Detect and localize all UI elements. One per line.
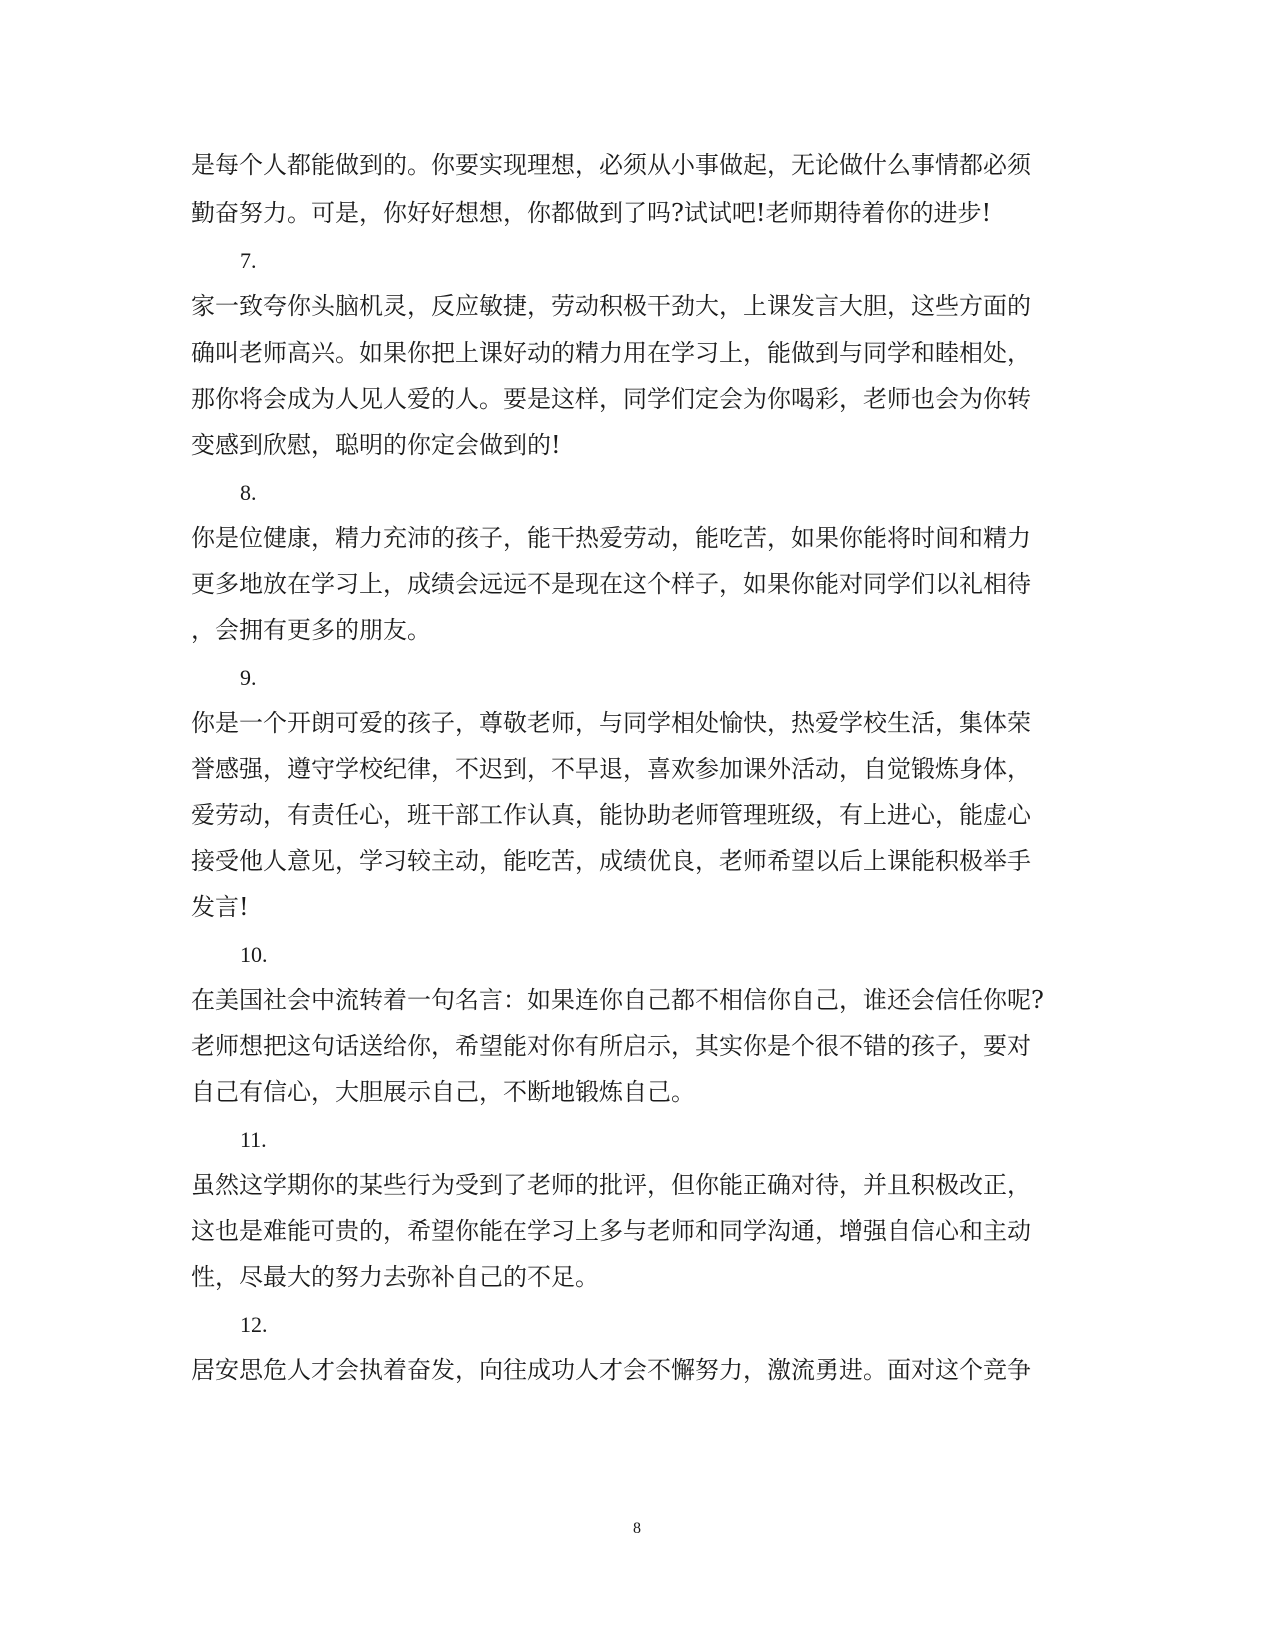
text-line: 确叫老师高兴。如果你把上课好动的精力用在学习上，能做到与同学和睦相处， (191, 339, 1031, 367)
text-line: 发言! (191, 893, 249, 921)
item-number: 11. (240, 1127, 267, 1152)
text-line: 那你将会成为人见人爱的人。要是这样，同学们定会为你喝彩，老师也会为你转 (191, 385, 1031, 413)
item-number: 9. (240, 665, 257, 690)
page-number: 8 (633, 1520, 641, 1537)
text-line: 是每个人都能做到的。你要实现理想，必须从小事做起，无论做什么事情都必须 (191, 151, 1031, 179)
text-line: 性，尽最大的努力去弥补自己的不足。 (191, 1263, 599, 1291)
item-number: 7. (240, 248, 257, 273)
text-line: ，会拥有更多的朋友。 (191, 616, 431, 644)
text-line: 虽然这学期你的某些行为受到了老师的批评，但你能正确对待，并且积极改正， (191, 1171, 1031, 1199)
text-line: 更多地放在学习上，成绩会远远不是现在这个样子，如果你能对同学们以礼相待 (191, 570, 1031, 598)
text-line: 接受他人意见，学习较主动，能吃苦，成绩优良，老师希望以后上课能积极举手 (191, 847, 1031, 875)
text-line: 居安思危人才会执着奋发，向往成功人才会不懈努力，激流勇进。面对这个竞争 (191, 1356, 1031, 1384)
item-number: 12. (240, 1312, 268, 1337)
text-line: 自己有信心，大胆展示自己，不断地锻炼自己。 (191, 1078, 695, 1106)
item-number: 8. (240, 480, 257, 505)
text-line: 家一致夸你头脑机灵，反应敏捷，劳动积极干劲大，上课发言大胆，这些方面的 (191, 292, 1031, 320)
item-number: 10. (240, 942, 268, 967)
text-line: 这也是难能可贵的，希望你能在学习上多与老师和同学沟通，增强自信心和主动 (191, 1217, 1031, 1245)
text-line: 誉感强，遵守学校纪律，不迟到，不早退，喜欢参加课外活动，自觉锻炼身体， (191, 755, 1031, 783)
text-line: 爱劳动，有责任心，班干部工作认真，能协助老师管理班级，有上进心，能虚心 (191, 801, 1031, 829)
text-line: 在美国社会中流转着一句名言：如果连你自己都不相信你自己，谁还会信任你呢? (191, 986, 1044, 1014)
text-line: 老师想把这句话送给你，希望能对你有所启示，其实你是个很不错的孩子，要对 (191, 1032, 1031, 1060)
text-line: 你是位健康，精力充沛的孩子，能干热爱劳动，能吃苦，如果你能将时间和精力 (191, 524, 1031, 552)
text-line: 勤奋努力。可是，你好好想想，你都做到了吗?试试吧!老师期待着你的进步! (191, 199, 992, 227)
text-line: 变感到欣慰，聪明的你定会做到的! (191, 431, 561, 459)
text-line: 你是一个开朗可爱的孩子，尊敬老师，与同学相处愉快，热爱学校生活，集体荣 (191, 709, 1031, 737)
